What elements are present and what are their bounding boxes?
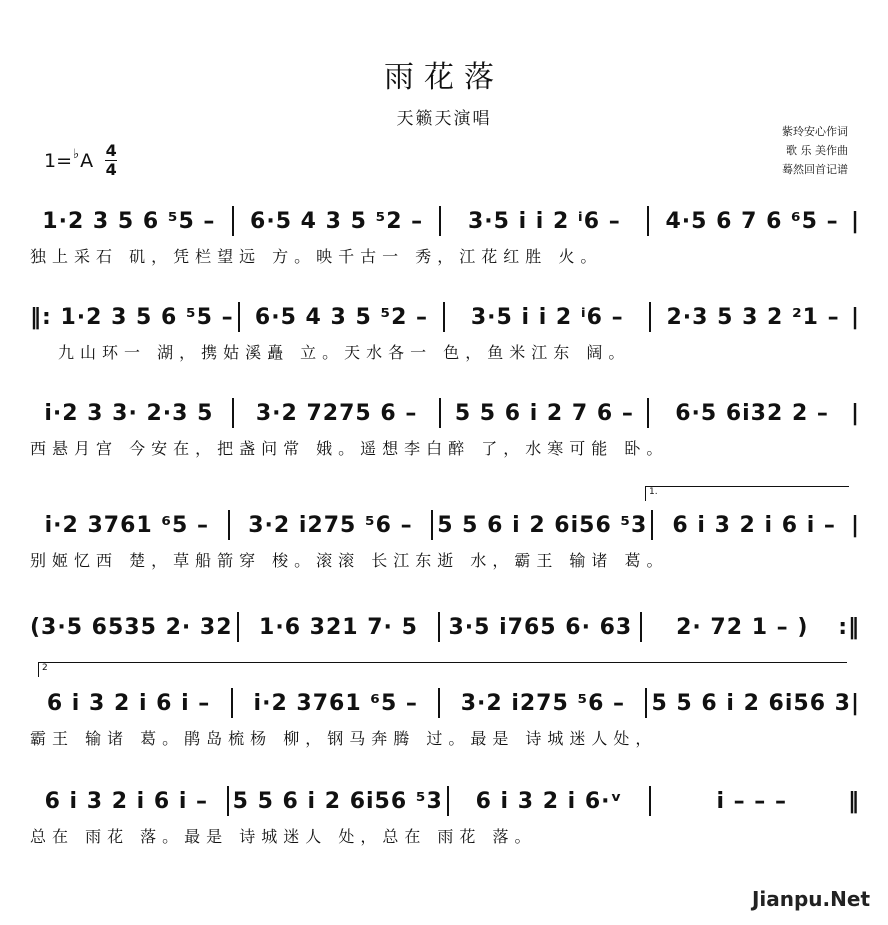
time-signature <box>105 142 117 179</box>
transcriber: 蓦然回首记谱 <box>782 163 848 176</box>
volta-2: 2 <box>38 662 847 677</box>
notes <box>30 682 860 724</box>
key-tonic: A <box>80 149 94 172</box>
measure: 3·5 i i 2 ⁱ6 – <box>470 304 624 330</box>
measure: i·2 3761 ⁶5 – <box>44 512 209 538</box>
measure: 6 i 3 2 i 6 i – <box>46 690 211 716</box>
time-bottom: 4 <box>105 160 117 179</box>
measure: 3·5 i765 6· 63 <box>448 614 633 640</box>
notes <box>30 296 860 338</box>
measure: 6 i 3 2 i 6 i – <box>672 512 836 538</box>
lyrics: 九山环一 湖，携姑溪矗 立。天水各一 色，鱼米江东 阔。 <box>58 343 631 362</box>
notes <box>30 392 860 434</box>
measure: (3·5 6535 2· 32 <box>30 614 233 640</box>
notes <box>30 504 860 546</box>
measure: 5 5 6 i 2 6i56 3 <box>651 690 851 716</box>
lyrics: 总在 雨花 落。最是 诗城迷人 处，总在 雨花 落。 <box>30 827 537 846</box>
key-prefix: 1= <box>44 149 73 172</box>
measure: 3·2 i275 ⁵6 – <box>248 512 413 538</box>
barline-end: | <box>850 208 860 234</box>
measure: 3·5 i i 2 ⁱ6 – <box>467 208 621 234</box>
lyrics: 西悬月宫 今安在，把盏问常 娥。遥想李白醉 了，水寒可能 卧。 <box>30 439 669 458</box>
volta-1: 1. <box>645 486 849 501</box>
measure: 5 5 6 i 2 7 6 – <box>454 400 634 426</box>
watermark: Jianpu.Net <box>751 887 870 911</box>
barline-end: | <box>850 400 860 426</box>
measure: 2·3 5 3 2 ²1 – <box>666 304 840 330</box>
time-top: 4 <box>105 141 117 160</box>
flat-sign: ♭ <box>73 147 80 162</box>
measure: 6 i 3 2 i 6 i – <box>44 788 209 814</box>
singer-line: 天籁天演唱 <box>396 109 492 129</box>
barline-end: | <box>850 304 860 330</box>
notes <box>30 200 860 242</box>
barline-final: ‖ <box>848 788 861 814</box>
lyrics: 霸王 输诸 葛。鹃岛梳杨 柳，钢马奔腾 过。最是 诗城迷人处， <box>30 729 658 748</box>
measure: ‖: 1·2 3 5 6 ⁵5 – <box>30 304 234 330</box>
measure: 6·5 4 3 5 ⁵2 – <box>250 208 424 234</box>
measure: i – – – <box>716 788 787 814</box>
measure: 1·6 321 7· 5 <box>259 614 418 640</box>
measure: 5 5 6 i 2 6i56 ⁵3 <box>437 512 648 538</box>
measure: 6·5 4 3 5 ⁵2 – <box>254 304 429 330</box>
composer: 歌 乐 美作曲 <box>786 144 848 157</box>
key-signature <box>44 142 117 179</box>
measure: 4·5 6 7 6 ⁶5 – <box>665 208 839 234</box>
measure: 2· 72 1 – ) <box>676 614 809 640</box>
barline-repeat-end: :‖ <box>838 614 860 640</box>
measure: i·2 3 3· 2·3 5 <box>44 400 214 426</box>
measure: 3·2 7275 6 – <box>255 400 418 426</box>
lyrics: 别姬忆西 楚，草船箭穿 梭。滚滚 长江东逝 水，霸王 输诸 葛。 <box>30 551 669 570</box>
measure: 6·5 6i32 2 – <box>675 400 829 426</box>
measure: 3·2 i275 ⁵6 – <box>460 690 626 716</box>
credits <box>782 122 848 179</box>
measure: i·2 3761 ⁶5 – <box>253 690 418 716</box>
barline-end: | <box>850 512 861 538</box>
measure: 6 i 3 2 i 6·ᵛ <box>475 788 623 814</box>
lyricist: 紫玲安心作词 <box>782 125 848 138</box>
lyrics: 独上采石 矶，凭栏望远 方。映千古一 秀，江花红胜 火。 <box>30 247 603 266</box>
notes <box>30 606 860 648</box>
song-title: 雨花落 <box>384 60 504 95</box>
notes <box>30 780 860 822</box>
barline-end: | <box>850 690 861 716</box>
measure: 1·2 3 5 6 ⁵5 – <box>42 208 216 234</box>
measure: 5 5 6 i 2 6i56 ⁵3 <box>232 788 443 814</box>
